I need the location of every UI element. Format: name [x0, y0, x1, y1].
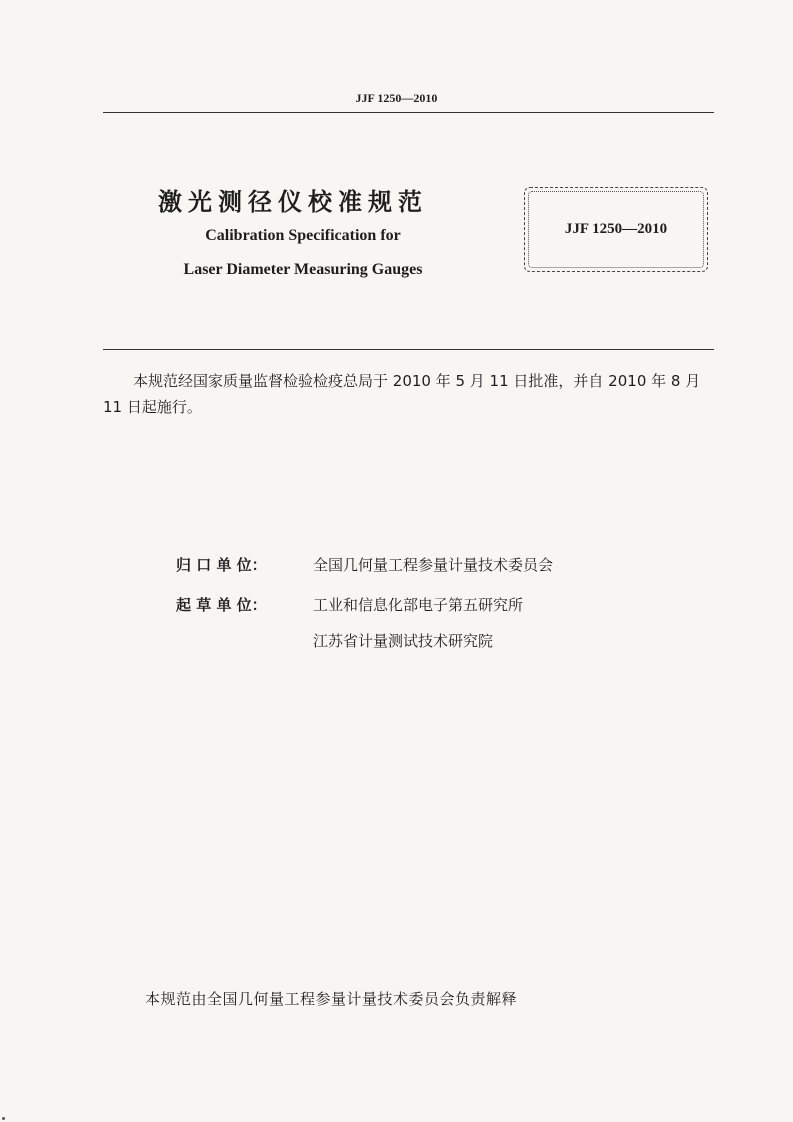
section-rule	[103, 349, 714, 350]
interpretation-note: 本规范由全国几何量工程参量计量技术委员会负责解释	[145, 990, 518, 1008]
title-english-line2: Laser Diameter Measuring Gauges	[183, 261, 423, 278]
responsible-unit-value: 全国几何量工程参量计量技术委员会	[313, 556, 554, 574]
title-chinese: 激光测径仪校准规范	[158, 188, 428, 216]
drafting-unit-row	[0, 594, 793, 616]
responsible-unit-row	[0, 554, 793, 576]
running-header-code: JJF 1250—2010	[355, 91, 438, 105]
scan-speck	[2, 1117, 5, 1120]
responsible-unit-label: 归 口 单 位：	[176, 556, 267, 574]
drafting-unit-value-2: 江苏省计量测试技术研究院	[313, 632, 494, 650]
drafting-unit-label: 起 草 单 位：	[176, 596, 267, 614]
drafting-unit-row-2	[0, 630, 793, 652]
header-rule	[103, 112, 714, 113]
code-frame-text: JJF 1250—2010	[564, 221, 668, 237]
approval-statement: 本规范经国家质量监督检验检疫总局于 2010 年 5 月 11 日批准，并自 2010 年 8 月 11 日起施行。	[103, 372, 701, 416]
title-english-line1: Calibration Specification for	[205, 227, 401, 244]
drafting-unit-value-1: 工业和信息化部电子第五研究所	[313, 596, 524, 614]
